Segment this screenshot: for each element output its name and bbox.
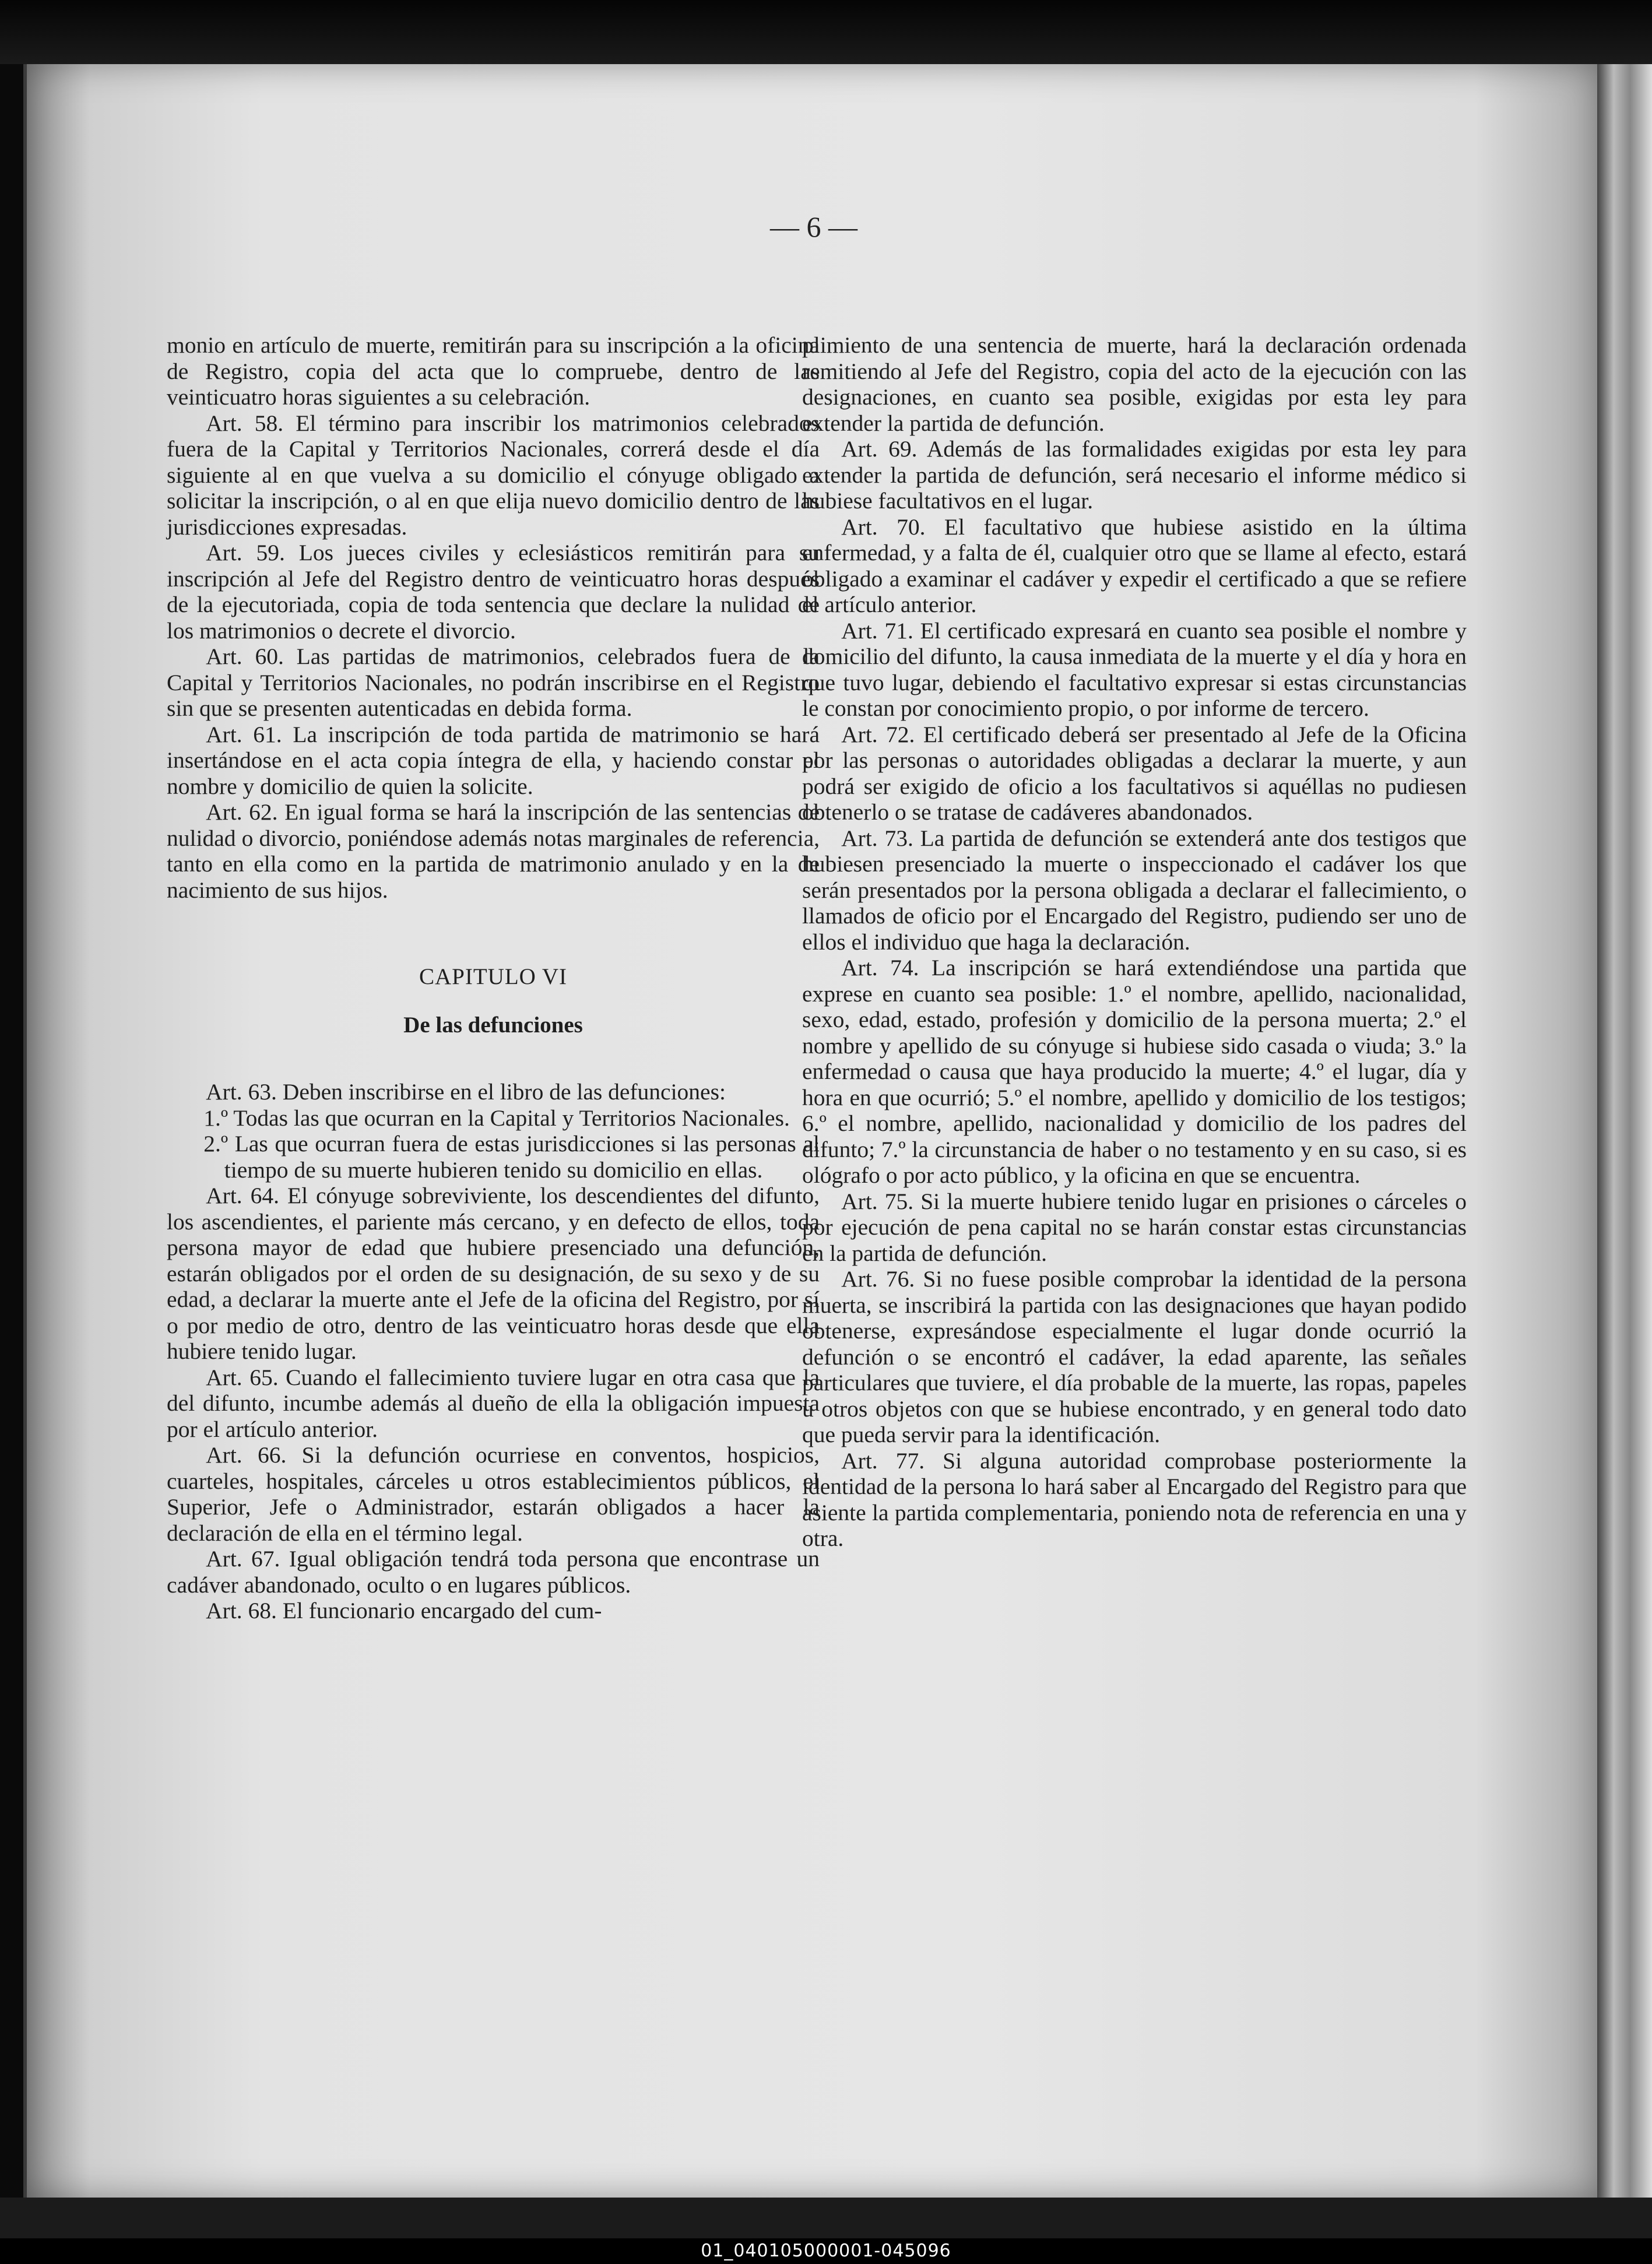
binder-bottom-edge: [0, 2198, 1652, 2238]
paragraph: Art. 69. Además de las formalidades exigidas por esta ley para extender la partida de defunción, será necesario el informe médico si hubiese facultativos en el lugar.: [802, 436, 1467, 514]
right-column: [802, 332, 1467, 1552]
paragraph: Art. 65. Cuando el fallecimiento tuviere lugar en otra casa que la del difunto, incumbe además al dueño de ella la obligación impuesta por el artículo anterior.: [167, 1364, 820, 1442]
chapter-title: CAPITULO VI: [419, 964, 568, 989]
paragraph: Art. 74. La inscripción se hará extendiéndose una partida que exprese en cuanto sea posible: 1.º el nombre, apellido, nacionalidad, sexo, edad, estado, profesión y domicilio de la persona muerta; 2.º el nombre y apellido de su cónyuge si hubiese sido casada o viuda; 3.º la enfermedad o causa que haya producido la muerte; 4.º el lugar, día y hora en que ocurrió; 5.º el nombre, apellido y domicilio de los testigos; 6.º el nombre, apellido, nacionalidad y domicilio de los padres del difunto; 7.º la circunstancia de haber o no testamento y en su caso, si es ológrafo o por acto público, y la oficina en que se encuentra.: [802, 955, 1467, 1188]
paragraph: Art. 76. Si no fuese posible comprobar la identidad de la persona muerta, se inscribirá la partida con las designaciones que hayan podido obtenerse, expresándose especialmente el lugar donde ocurrió la defunción o se encontró el cadáver, la edad aparente, las señales particulares que tuviere, el día probable de la muerte, las ropas, papeles u otros objetos con que se hubiese encontrado, y en general todo dato que pueda servir para la identificación.: [802, 1266, 1467, 1447]
document-page: [23, 64, 1601, 2198]
paragraph: Art. 59. Los jueces civiles y eclesiásticos remitirán para su inscripción al Jefe del Registro dentro de veinticuatro horas después de la ejecutoriada, copia de toda sentencia que declare la nulidad de los matrimonios o decrete el divorcio.: [167, 540, 820, 644]
paragraph: Art. 67. Igual obligación tendrá toda persona que encontrase un cadáver abandonado, oculto o en lugares públicos.: [167, 1546, 820, 1598]
section-title: De las defunciones: [403, 1012, 583, 1038]
paragraph: Art. 72. El certificado deberá ser presentado al Jefe de la Oficina por las personas o autoridades obligadas a declarar la muerte, y aun podrá ser exigido de oficio a los facultativos si aquéllas no pudiesen obtenerlo o se tratase de cadáveres abandonados.: [802, 721, 1467, 825]
paragraph: Art. 61. La inscripción de toda partida de matrimonio se hará insertándose en el acta copia íntegra de ella, y haciendo constar el nombre y domicilio de quien la solicite.: [167, 721, 820, 799]
binder-top-edge: [0, 0, 1652, 64]
book-cover-edge: [1597, 64, 1652, 2198]
list-item: 2.º Las que ocurran fuera de estas jurisdicciones si las personas al tiempo de su muerte hubieren tenido su domicilio en ellas.: [203, 1131, 820, 1183]
paragraph: Art. 66. Si la defunción ocurriese en conventos, hospicios, cuarteles, hospitales, cárceles u otros establecimientos públicos, el Superior, Jefe o Administrador, estarán obligados a hacer la declaración de ella en el término legal.: [167, 1442, 820, 1546]
left-column: [167, 332, 820, 1624]
list-item: 1.º Todas las que ocurran en la Capital y Territorios Nacionales.: [203, 1105, 790, 1131]
paragraph: monio en artículo de muerte, remitirán para su inscripción a la oficina de Registro, copia del acta que lo compruebe, dentro de las veinticuatro horas siguientes a su celebración.: [167, 332, 820, 410]
image-caption: 01_040105000001-045096: [0, 2238, 1652, 2264]
paragraph: Art. 63. Deben inscribirse en el libro de las defunciones:: [206, 1079, 726, 1105]
paragraph: Art. 75. Si la muerte hubiere tenido lugar en prisiones o cárceles o por ejecución de pena capital no se harán constar estas circunstancias en la partida de defunción.: [802, 1188, 1467, 1266]
paragraph: Art. 71. El certificado expresará en cuanto sea posible el nombre y domicilio del difunto, la causa inmediata de la muerte y el día y hora en que tuvo lugar, debiendo el facultativo expresar si estas circunstancias le constan por conocimiento propio, o por informe de tercero.: [802, 617, 1467, 721]
paragraph: Art. 62. En igual forma se hará la inscripción de las sentencias de nulidad o divorcio, poniéndose además notas marginales de referencia, tanto en ella como en la partida de matrimonio anulado y en la de nacimiento de sus hijos.: [167, 799, 820, 903]
page-number: — 6 —: [770, 210, 857, 243]
paragraph: Art. 60. Las partidas de matrimonios, celebrados fuera de la Capital y Territorios Nacionales, no podrán inscribirse en el Registro sin que se presenten autenticadas en debida forma.: [167, 644, 820, 721]
paragraph: Art. 73. La partida de defunción se extenderá ante dos testigos que hubiesen presenciado la muerte o inspeccionado el cadáver los que serán presentados por la persona obligada a declarar el fallecimiento, o llamados de oficio por el Encargado del Registro, pudiendo ser uno de ellos el individuo que haga la declaración.: [802, 825, 1467, 955]
paragraph: Art. 58. El término para inscribir los matrimonios celebrados fuera de la Capital y Territorios Nacionales, correrá desde el día siguiente al en que vuelva a su domicilio el cónyuge obligado a solicitar la inscripción, o al en que elija nuevo domicilio dentro de las jurisdicciones expresadas.: [167, 410, 820, 540]
paragraph: Art. 68. El funcionario encargado del cum-: [206, 1598, 602, 1623]
paragraph: Art. 70. El facultativo que hubiese asistido en la última enfermedad, y a falta de él, cualquier otro que se llame al efecto, estará obligado a examinar el cadáver y expedir el certificado a que se refiere el artículo anterior.: [802, 514, 1467, 617]
paragraph: plimiento de una sentencia de muerte, hará la declaración ordenada remitiendo al Jefe del Registro, copia del acto de la ejecución con las designaciones, en cuanto sea posible, exigidas por esta ley para extender la partida de defunción.: [802, 332, 1467, 436]
paragraph: Art. 77. Si alguna autoridad comprobase posteriormente la identidad de la persona lo hará saber al Encargado del Registro para que asiente la partida complementaria, poniendo nota de referencia en una y otra.: [802, 1447, 1467, 1551]
paragraph: Art. 64. El cónyuge sobreviviente, los descendientes del difunto, los ascendientes, el pariente más cercano, y en defecto de ellos, toda persona mayor de edad que hubiere presenciado una defunción, estarán obligados por el orden de su designación, de su sexo y de su edad, a declarar la muerte ante el Jefe de la oficina del Registro, por sí o por medio de otro, dentro de las veinticuatro horas desde que ella hubiere tenido lugar.: [167, 1183, 820, 1364]
